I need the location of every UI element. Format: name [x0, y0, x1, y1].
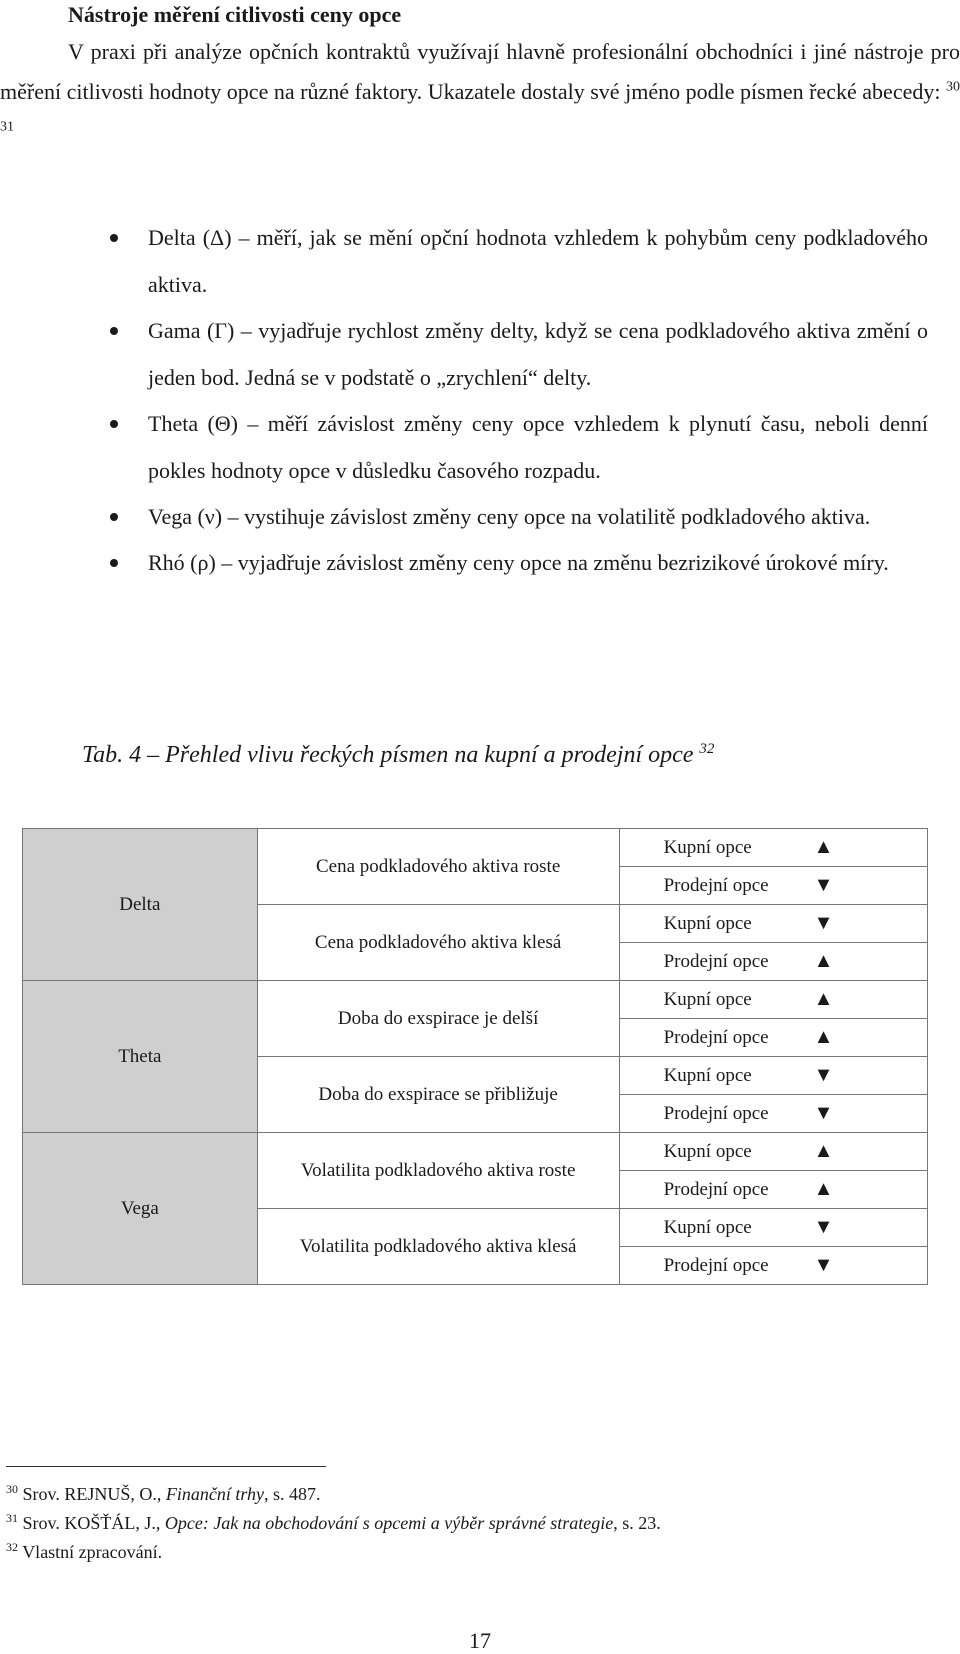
bullet-icon [110, 327, 118, 335]
arrow-icon: ▲ [813, 836, 834, 858]
footnote-title: Finanční trhy [165, 1484, 265, 1504]
option-cell [619, 943, 927, 981]
option-cell [619, 1133, 927, 1171]
table-caption [82, 742, 714, 769]
page-number: 17 [469, 1628, 491, 1653]
arrow-icon: ▼ [813, 874, 834, 896]
arrow-icon: ▲ [813, 1026, 834, 1048]
condition-cell: Doba do exspirace se přibližuje [257, 1057, 619, 1133]
option-cell [619, 1019, 927, 1057]
option-label: Kupní opce [663, 837, 752, 858]
option-cell [619, 905, 927, 943]
footnote-text: Srov. KOŠŤÁL, J., [22, 1513, 165, 1533]
list-item [110, 493, 928, 540]
option-label: Prodejní opce [663, 1027, 769, 1048]
option-label: Kupní opce [663, 1065, 752, 1086]
footnote-pages: , s. 487. [264, 1484, 321, 1504]
arrow-icon: ▲ [813, 1140, 834, 1162]
bullet-text: Vega (ν) – vystihuje závislost změny ceny opce na volatilitě podkladového aktiva. [148, 504, 871, 529]
option-label: Prodejní opce [663, 1103, 769, 1124]
arrow-icon: ▼ [813, 912, 834, 934]
option-label: Kupní opce [663, 989, 752, 1010]
arrow-icon: ▼ [813, 1254, 834, 1276]
footnote [6, 1542, 162, 1563]
intro-paragraph [0, 32, 960, 152]
bullet-text: Theta (Θ) – měří závislost změny ceny opce vzhledem k plynutí času, neboli denní pokles hodnoty opce v důsledku časového rozpadu. [148, 411, 928, 483]
list-item [110, 214, 928, 308]
condition-cell: Doba do exspirace je delší [257, 981, 619, 1057]
greek-cell: Vega [23, 1133, 258, 1285]
option-label: Prodejní opce [663, 875, 769, 896]
caption-footnote-ref: 32 [699, 741, 715, 757]
bullet-icon [110, 420, 118, 428]
section-heading: Nástroje měření citlivosti ceny opce [68, 2, 402, 27]
bullet-icon [110, 559, 118, 567]
option-cell [619, 1247, 927, 1285]
option-label: Prodejní opce [663, 1255, 769, 1276]
greeks-table [22, 828, 928, 1285]
footnote [6, 1484, 321, 1505]
option-cell [619, 981, 927, 1019]
arrow-icon: ▼ [813, 1102, 834, 1124]
footnote-title: Opce: Jak na obchodování s opcemi a výběr správné strategie [164, 1513, 614, 1533]
option-cell [619, 829, 927, 867]
option-cell [619, 1057, 927, 1095]
footnote-number: 32 [6, 1540, 18, 1554]
option-label: Kupní opce [663, 1217, 752, 1238]
option-label: Kupní opce [663, 913, 752, 934]
footnote-separator [6, 1466, 326, 1467]
bullet-icon [110, 513, 118, 521]
arrow-icon: ▼ [813, 1064, 834, 1086]
option-cell [619, 1209, 927, 1247]
list-item [110, 400, 928, 494]
option-label: Prodejní opce [663, 951, 769, 972]
footnote-number: 31 [6, 1511, 18, 1525]
greek-cell: Delta [23, 829, 258, 981]
list-item [110, 539, 928, 586]
arrow-icon: ▲ [813, 988, 834, 1010]
bullet-text: Delta (Δ) – měří, jak se mění opční hodnota vzhledem k pohybům ceny podkladového aktiva. [148, 225, 928, 297]
condition-cell: Volatilita podkladového aktiva klesá [257, 1209, 619, 1285]
table-row [23, 1133, 928, 1171]
table-row [23, 829, 928, 867]
table-row [23, 981, 928, 1019]
intro-text: V praxi při analýze opčních kontraktů využívají hlavně profesionální obchodníci i jiné nástroje pro měření citlivosti hodnoty opce na různé faktory. Ukazatele dostaly své jméno podle písmen řecké abecedy: [0, 39, 960, 104]
greek-cell: Theta [23, 981, 258, 1133]
bullet-text: Gama (Γ) – vyjadřuje rychlost změny delty, když se cena podkladového aktiva změní o jeden bod. Jedná se v podstatě o „zrychlení“ delty. [148, 318, 928, 390]
intro-footnote-refs: 30 31 [0, 79, 960, 135]
option-label: Kupní opce [663, 1141, 752, 1162]
condition-cell: Cena podkladového aktiva roste [257, 829, 619, 905]
arrow-icon: ▲ [813, 1178, 834, 1200]
greek-letters-list [110, 214, 928, 585]
footnote-text: Srov. REJNUŠ, O., [22, 1484, 166, 1504]
footnote-text: Vlastní zpracování. [22, 1542, 163, 1562]
bullet-text: Rhó (ρ) – vyjadřuje závislost změny ceny opce na změnu bezrizikové úrokové míry. [148, 550, 889, 575]
arrow-icon: ▼ [813, 1216, 834, 1238]
list-item [110, 307, 928, 401]
footnote-pages: , s. 23. [613, 1513, 661, 1533]
option-label: Prodejní opce [663, 1179, 769, 1200]
bullet-icon [110, 234, 118, 242]
option-cell [619, 1095, 927, 1133]
arrow-icon: ▲ [813, 950, 834, 972]
condition-cell: Cena podkladového aktiva klesá [257, 905, 619, 981]
option-cell [619, 1171, 927, 1209]
footnote-number: 30 [6, 1482, 18, 1496]
caption-text: Tab. 4 – Přehled vlivu řeckých písmen na kupní a prodejní opce [82, 742, 694, 768]
footnote [6, 1513, 661, 1534]
option-cell [619, 867, 927, 905]
condition-cell: Volatilita podkladového aktiva roste [257, 1133, 619, 1209]
